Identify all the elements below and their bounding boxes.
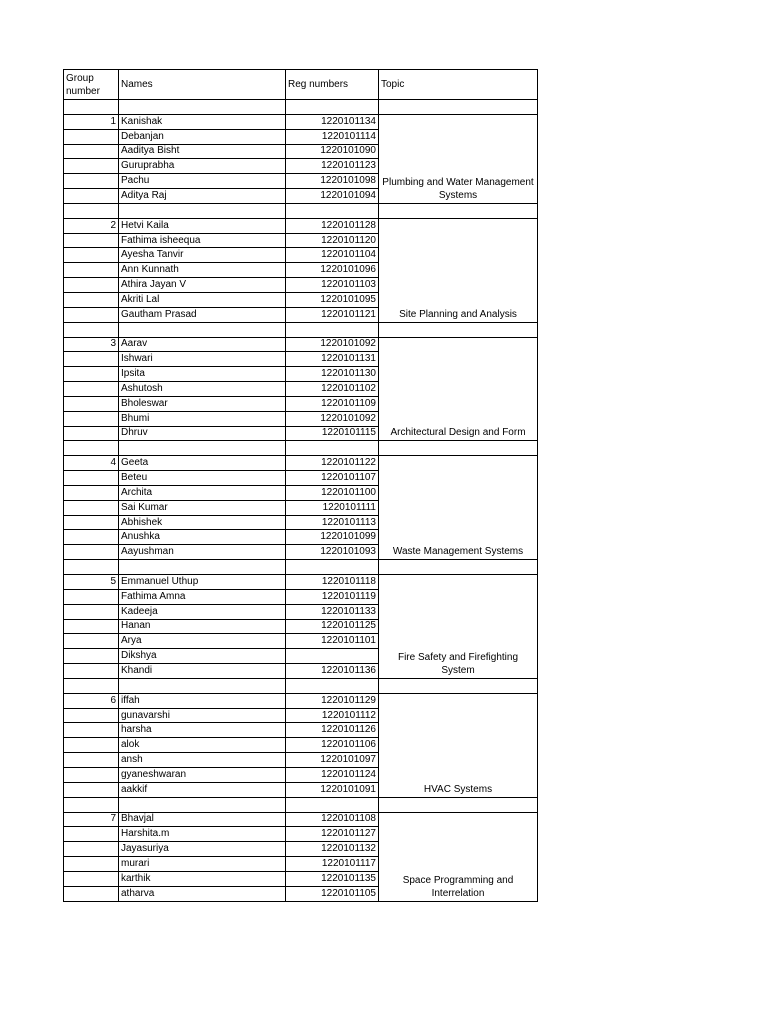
- name-cell[interactable]: Sai Kumar: [119, 500, 286, 515]
- group-number-cell[interactable]: 5: [64, 575, 119, 590]
- empty-cell[interactable]: [64, 678, 119, 693]
- empty-cell[interactable]: [64, 248, 119, 263]
- empty-cell[interactable]: [64, 842, 119, 857]
- topic-cell[interactable]: Space Programming and Interrelation: [379, 812, 538, 901]
- reg-number-cell[interactable]: 1220101125: [286, 619, 379, 634]
- name-cell[interactable]: Akriti Lal: [119, 292, 286, 307]
- empty-cell[interactable]: [64, 100, 119, 115]
- table-row: [64, 456, 538, 471]
- empty-cell[interactable]: [64, 189, 119, 204]
- empty-cell[interactable]: [64, 589, 119, 604]
- empty-cell[interactable]: [119, 322, 286, 337]
- reg-number-cell[interactable]: 1220101099: [286, 530, 379, 545]
- name-cell[interactable]: Aaditya Bisht: [119, 144, 286, 159]
- group-number-cell[interactable]: 1: [64, 114, 119, 129]
- empty-cell[interactable]: [64, 664, 119, 679]
- name-cell[interactable]: Fathima isheequa: [119, 233, 286, 248]
- empty-cell[interactable]: [64, 530, 119, 545]
- empty-cell[interactable]: [119, 100, 286, 115]
- empty-cell[interactable]: [64, 203, 119, 218]
- name-cell[interactable]: Beteu: [119, 471, 286, 486]
- name-cell[interactable]: Fathima Amna: [119, 589, 286, 604]
- reg-number-cell[interactable]: 1220101105: [286, 886, 379, 901]
- reg-number-cell[interactable]: [286, 649, 379, 664]
- empty-cell[interactable]: [119, 203, 286, 218]
- topic-cell[interactable]: HVAC Systems: [379, 693, 538, 797]
- reg-number-cell[interactable]: 1220101126: [286, 723, 379, 738]
- reg-number-cell[interactable]: 1220101109: [286, 396, 379, 411]
- name-cell[interactable]: Ashutosh: [119, 382, 286, 397]
- reg-number-cell[interactable]: 1220101114: [286, 129, 379, 144]
- empty-cell[interactable]: [64, 233, 119, 248]
- empty-cell[interactable]: [119, 797, 286, 812]
- reg-number-cell[interactable]: 1220101117: [286, 857, 379, 872]
- reg-number-cell[interactable]: 1220101135: [286, 871, 379, 886]
- reg-number-cell[interactable]: 1220101091: [286, 782, 379, 797]
- empty-cell[interactable]: [119, 441, 286, 456]
- empty-cell[interactable]: [64, 263, 119, 278]
- empty-cell[interactable]: [64, 871, 119, 886]
- empty-cell[interactable]: [64, 753, 119, 768]
- reg-number-cell[interactable]: 1220101136: [286, 664, 379, 679]
- name-cell[interactable]: alok: [119, 738, 286, 753]
- empty-cell[interactable]: [64, 619, 119, 634]
- empty-cell[interactable]: [64, 797, 119, 812]
- name-cell[interactable]: Archita: [119, 485, 286, 500]
- name-cell[interactable]: atharva: [119, 886, 286, 901]
- empty-cell[interactable]: [64, 708, 119, 723]
- empty-cell[interactable]: [64, 411, 119, 426]
- name-cell[interactable]: Bhavjal: [119, 812, 286, 827]
- topic-cell[interactable]: Fire Safety and Firefighting System: [379, 575, 538, 679]
- name-cell[interactable]: Aarav: [119, 337, 286, 352]
- reg-number-cell[interactable]: 1220101112: [286, 708, 379, 723]
- reg-number-cell[interactable]: 1220101123: [286, 159, 379, 174]
- header-names[interactable]: Names: [119, 70, 286, 100]
- group-number-cell[interactable]: 3: [64, 337, 119, 352]
- reg-number-cell[interactable]: 1220101115: [286, 426, 379, 441]
- reg-number-cell[interactable]: 1220101093: [286, 545, 379, 560]
- empty-cell[interactable]: [64, 367, 119, 382]
- empty-cell[interactable]: [64, 382, 119, 397]
- table-row: [64, 812, 538, 827]
- empty-cell[interactable]: [286, 678, 379, 693]
- empty-cell[interactable]: [64, 471, 119, 486]
- name-cell[interactable]: Harshita.m: [119, 827, 286, 842]
- name-cell[interactable]: Arya: [119, 634, 286, 649]
- empty-cell[interactable]: [64, 515, 119, 530]
- empty-cell[interactable]: [286, 441, 379, 456]
- blank-row: [64, 100, 538, 115]
- reg-number-cell[interactable]: 1220101098: [286, 174, 379, 189]
- reg-number-cell[interactable]: 1220101108: [286, 812, 379, 827]
- name-cell[interactable]: Bhumi: [119, 411, 286, 426]
- name-cell[interactable]: Jayasuriya: [119, 842, 286, 857]
- name-cell[interactable]: Aayushman: [119, 545, 286, 560]
- topic-cell[interactable]: Site Planning and Analysis: [379, 218, 538, 322]
- blank-row: [64, 678, 538, 693]
- empty-cell[interactable]: [379, 203, 538, 218]
- name-cell[interactable]: gunavarshi: [119, 708, 286, 723]
- empty-cell[interactable]: [119, 678, 286, 693]
- reg-number-cell[interactable]: 1220101122: [286, 456, 379, 471]
- empty-cell[interactable]: [286, 797, 379, 812]
- reg-number-cell[interactable]: 1220101104: [286, 248, 379, 263]
- name-cell[interactable]: Abhishek: [119, 515, 286, 530]
- table-row: [64, 337, 538, 352]
- name-cell[interactable]: Ayesha Tanvir: [119, 248, 286, 263]
- reg-number-cell[interactable]: 1220101131: [286, 352, 379, 367]
- name-cell[interactable]: Anushka: [119, 530, 286, 545]
- group-number-cell[interactable]: 7: [64, 812, 119, 827]
- reg-number-cell[interactable]: 1220101132: [286, 842, 379, 857]
- reg-number-cell[interactable]: 1220101102: [286, 382, 379, 397]
- empty-cell[interactable]: [64, 738, 119, 753]
- empty-cell[interactable]: [64, 649, 119, 664]
- empty-cell[interactable]: [64, 886, 119, 901]
- reg-number-cell[interactable]: 1220101127: [286, 827, 379, 842]
- name-cell[interactable]: Kadeeja: [119, 604, 286, 619]
- reg-number-cell[interactable]: 1220101090: [286, 144, 379, 159]
- empty-cell[interactable]: [64, 723, 119, 738]
- reg-number-cell[interactable]: 1220101107: [286, 471, 379, 486]
- empty-cell[interactable]: [286, 322, 379, 337]
- header-group-number[interactable]: Group number: [64, 70, 119, 100]
- blank-row: [64, 322, 538, 337]
- name-cell[interactable]: Dikshya: [119, 649, 286, 664]
- reg-number-cell[interactable]: 1220101094: [286, 189, 379, 204]
- name-cell[interactable]: Gautham Prasad: [119, 307, 286, 322]
- reg-number-cell[interactable]: 1220101113: [286, 515, 379, 530]
- name-cell[interactable]: Hanan: [119, 619, 286, 634]
- header-reg-numbers[interactable]: Reg numbers: [286, 70, 379, 100]
- empty-cell[interactable]: [64, 159, 119, 174]
- name-cell[interactable]: Geeta: [119, 456, 286, 471]
- name-cell[interactable]: Guruprabha: [119, 159, 286, 174]
- group-number-cell[interactable]: 6: [64, 693, 119, 708]
- empty-cell[interactable]: [64, 857, 119, 872]
- reg-number-cell[interactable]: 1220101106: [286, 738, 379, 753]
- empty-cell[interactable]: [64, 634, 119, 649]
- table-row: [64, 218, 538, 233]
- name-cell[interactable]: gyaneshwaran: [119, 767, 286, 782]
- topic-cell[interactable]: Plumbing and Water Management Systems: [379, 114, 538, 203]
- table-row: [64, 575, 538, 590]
- reg-number-cell[interactable]: 1220101092: [286, 411, 379, 426]
- reg-number-cell[interactable]: 1220101121: [286, 307, 379, 322]
- empty-cell[interactable]: [379, 322, 538, 337]
- reg-number-cell[interactable]: 1220101133: [286, 604, 379, 619]
- empty-cell[interactable]: [379, 100, 538, 115]
- groups-table: [63, 69, 538, 902]
- reg-number-cell[interactable]: 1220101134: [286, 114, 379, 129]
- name-cell[interactable]: Ishwari: [119, 352, 286, 367]
- name-cell[interactable]: Pachu: [119, 174, 286, 189]
- reg-number-cell[interactable]: 1220101111: [286, 500, 379, 515]
- reg-number-cell[interactable]: 1220101119: [286, 589, 379, 604]
- name-cell[interactable]: Khandi: [119, 664, 286, 679]
- name-cell[interactable]: ansh: [119, 753, 286, 768]
- blank-row: [64, 441, 538, 456]
- reg-number-cell[interactable]: 1220101120: [286, 233, 379, 248]
- name-cell[interactable]: Ann Kunnath: [119, 263, 286, 278]
- empty-cell[interactable]: [64, 174, 119, 189]
- group-number-cell[interactable]: 2: [64, 218, 119, 233]
- empty-cell[interactable]: [64, 827, 119, 842]
- reg-number-cell[interactable]: 1220101100: [286, 485, 379, 500]
- name-cell[interactable]: aakkif: [119, 782, 286, 797]
- reg-number-cell[interactable]: 1220101092: [286, 337, 379, 352]
- name-cell[interactable]: Bholeswar: [119, 396, 286, 411]
- empty-cell[interactable]: [379, 797, 538, 812]
- reg-number-cell[interactable]: 1220101118: [286, 575, 379, 590]
- header-topic[interactable]: Topic: [379, 70, 538, 100]
- empty-cell[interactable]: [64, 441, 119, 456]
- name-cell[interactable]: Emmanuel Uthup: [119, 575, 286, 590]
- spreadsheet-sheet: [63, 69, 537, 902]
- empty-cell[interactable]: [286, 560, 379, 575]
- empty-cell[interactable]: [64, 604, 119, 619]
- empty-cell[interactable]: [64, 426, 119, 441]
- reg-number-cell[interactable]: 1220101095: [286, 292, 379, 307]
- group-number-cell[interactable]: 4: [64, 456, 119, 471]
- name-cell[interactable]: murari: [119, 857, 286, 872]
- empty-cell[interactable]: [286, 100, 379, 115]
- empty-cell[interactable]: [119, 560, 286, 575]
- empty-cell[interactable]: [64, 396, 119, 411]
- name-cell[interactable]: Dhruv: [119, 426, 286, 441]
- empty-cell[interactable]: [64, 767, 119, 782]
- empty-cell[interactable]: [64, 782, 119, 797]
- reg-number-cell[interactable]: 1220101129: [286, 693, 379, 708]
- name-cell[interactable]: Athira Jayan V: [119, 278, 286, 293]
- reg-number-cell[interactable]: 1220101130: [286, 367, 379, 382]
- reg-number-cell[interactable]: 1220101096: [286, 263, 379, 278]
- name-cell[interactable]: harsha: [119, 723, 286, 738]
- topic-cell[interactable]: Waste Management Systems: [379, 456, 538, 560]
- empty-cell[interactable]: [64, 545, 119, 560]
- reg-number-cell[interactable]: 1220101101: [286, 634, 379, 649]
- table-row: [64, 693, 538, 708]
- reg-number-cell[interactable]: 1220101097: [286, 753, 379, 768]
- empty-cell[interactable]: [64, 292, 119, 307]
- empty-cell[interactable]: [64, 307, 119, 322]
- reg-number-cell[interactable]: 1220101103: [286, 278, 379, 293]
- reg-number-cell[interactable]: 1220101128: [286, 218, 379, 233]
- empty-cell[interactable]: [64, 278, 119, 293]
- empty-cell[interactable]: [379, 441, 538, 456]
- groups-table-body: [64, 70, 538, 902]
- empty-cell[interactable]: [64, 485, 119, 500]
- topic-cell[interactable]: Architectural Design and Form: [379, 337, 538, 441]
- blank-row: [64, 560, 538, 575]
- empty-cell[interactable]: [379, 560, 538, 575]
- empty-cell[interactable]: [64, 129, 119, 144]
- empty-cell[interactable]: [286, 203, 379, 218]
- name-cell[interactable]: Kanishak: [119, 114, 286, 129]
- name-cell[interactable]: Hetvi Kaila: [119, 218, 286, 233]
- reg-number-cell[interactable]: 1220101124: [286, 767, 379, 782]
- name-cell[interactable]: karthik: [119, 871, 286, 886]
- empty-cell[interactable]: [64, 352, 119, 367]
- empty-cell[interactable]: [64, 500, 119, 515]
- blank-row: [64, 797, 538, 812]
- empty-cell[interactable]: [64, 144, 119, 159]
- header-row: [64, 70, 538, 100]
- name-cell[interactable]: Ipsita: [119, 367, 286, 382]
- empty-cell[interactable]: [379, 678, 538, 693]
- blank-row: [64, 203, 538, 218]
- empty-cell[interactable]: [64, 560, 119, 575]
- empty-cell[interactable]: [64, 322, 119, 337]
- name-cell[interactable]: Debanjan: [119, 129, 286, 144]
- table-row: [64, 114, 538, 129]
- name-cell[interactable]: Aditya Raj: [119, 189, 286, 204]
- name-cell[interactable]: iffah: [119, 693, 286, 708]
